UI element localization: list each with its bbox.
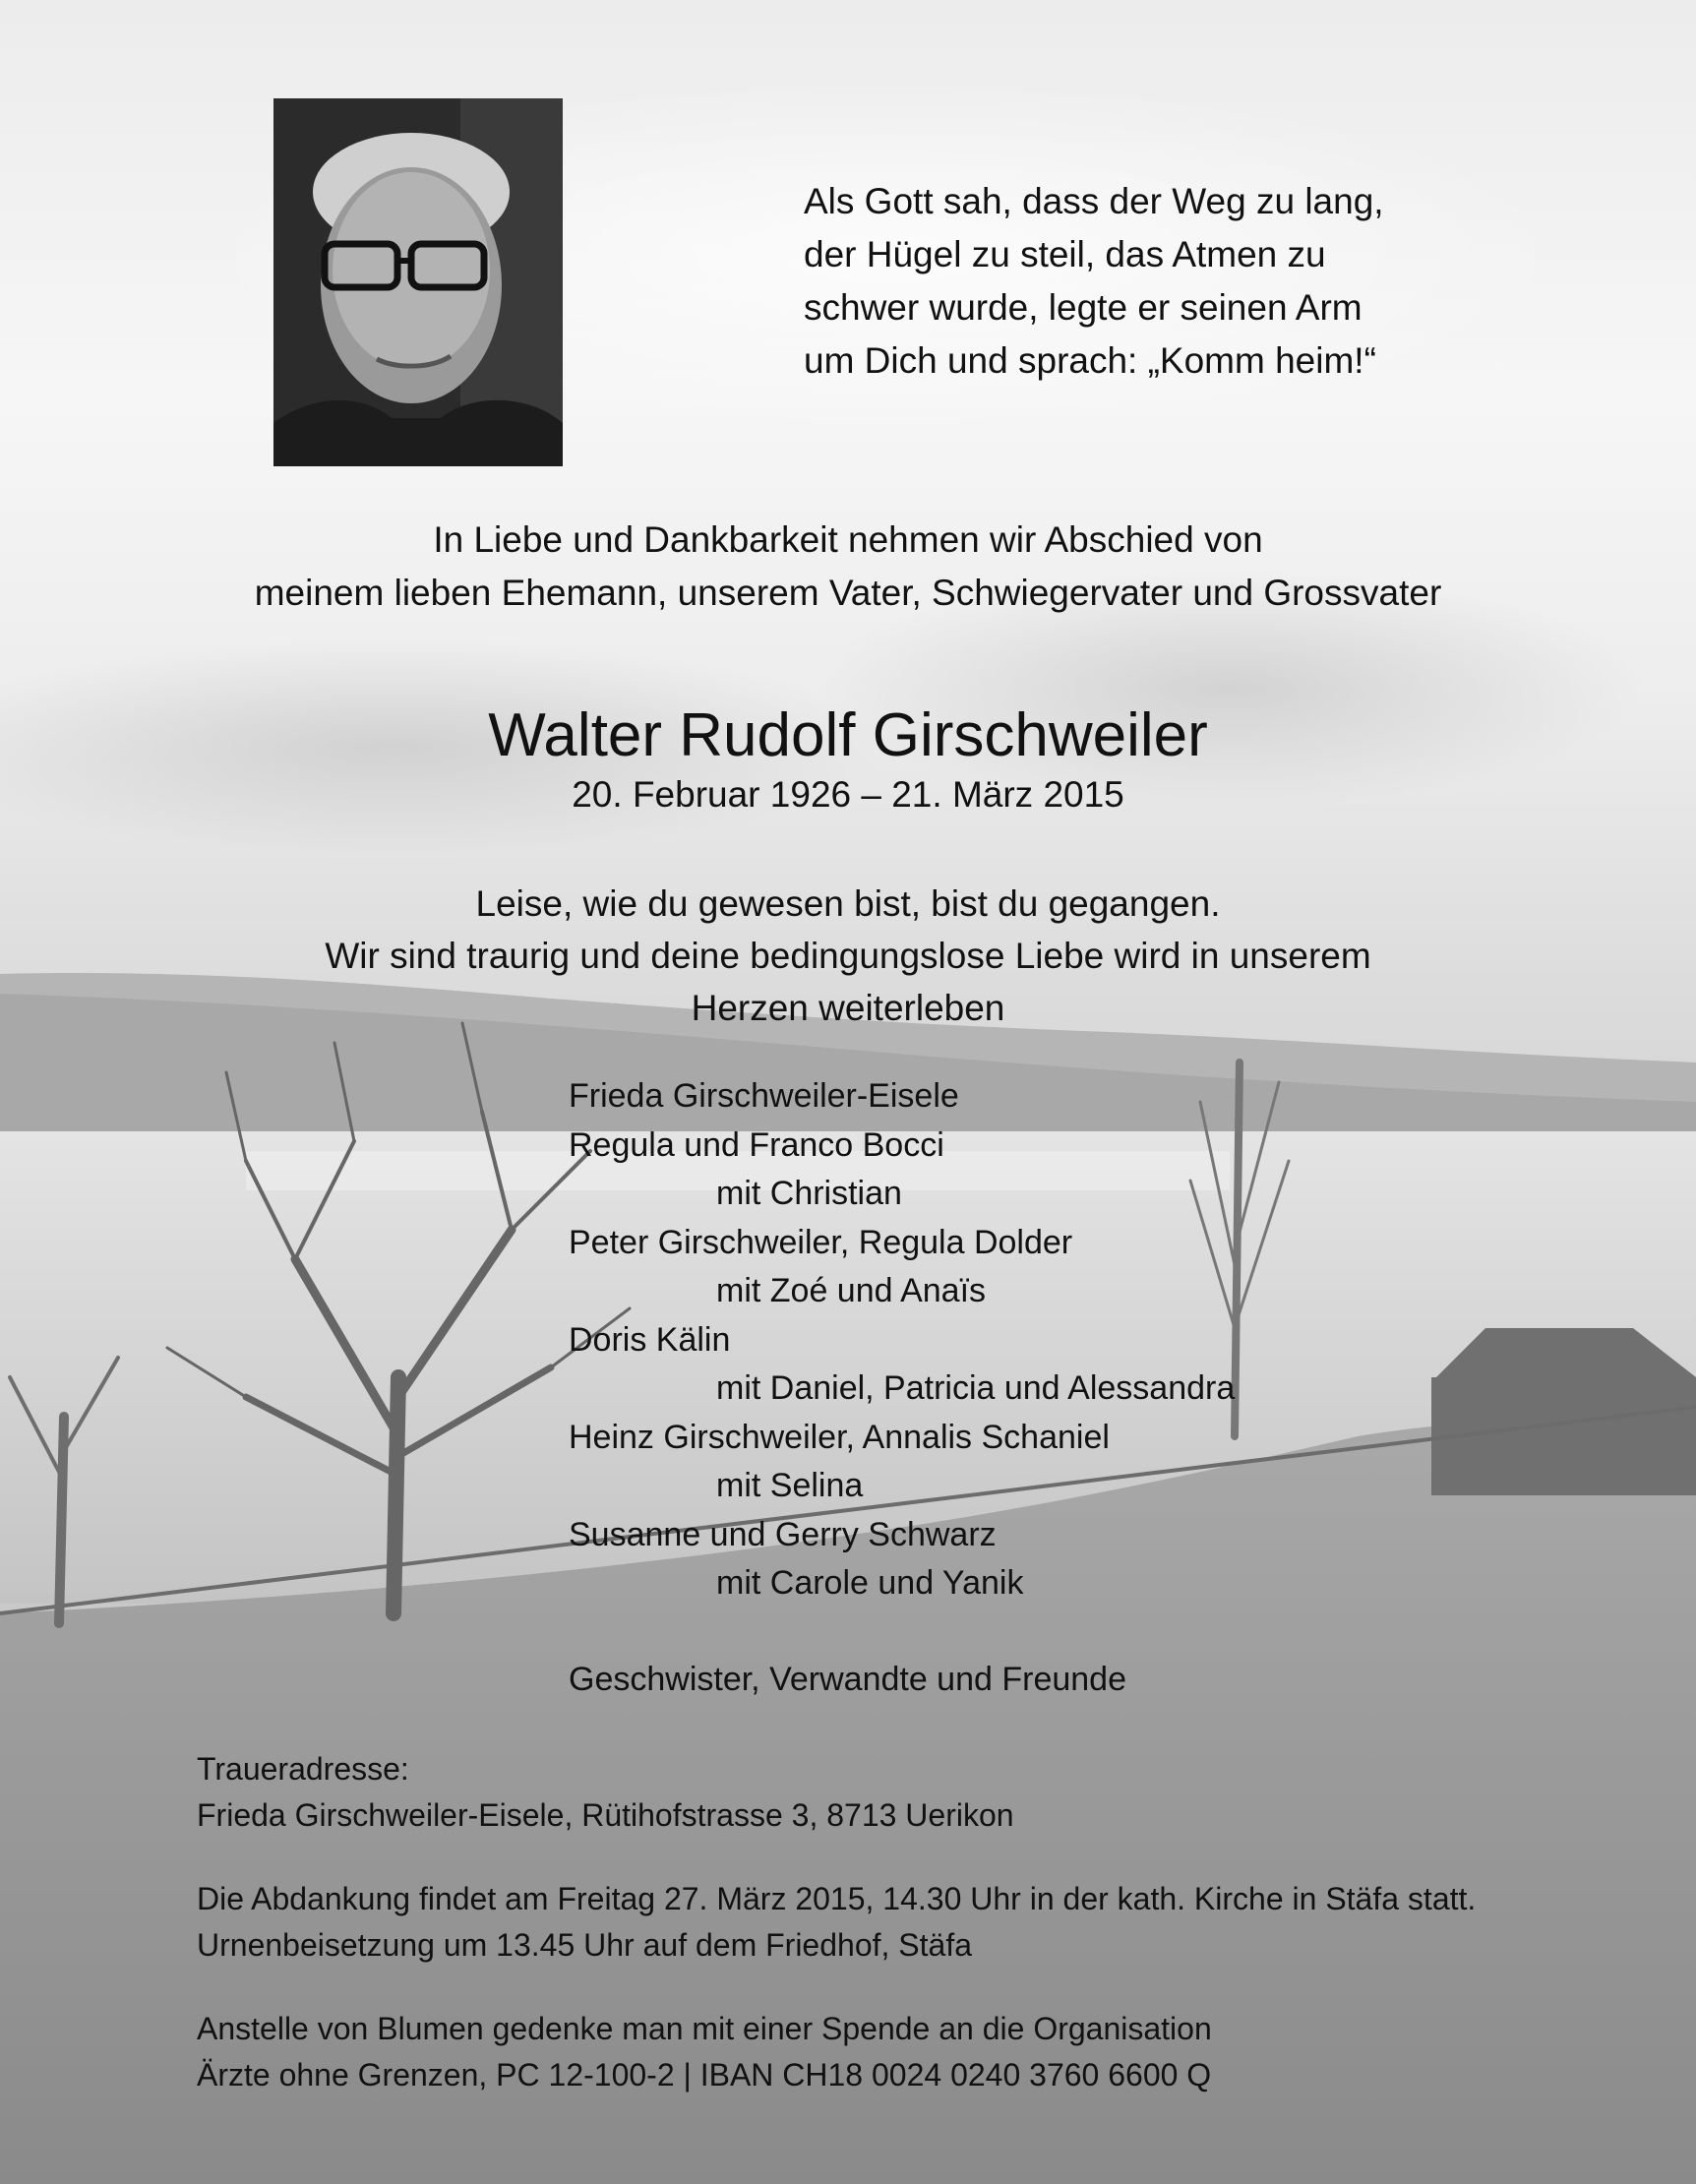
family-children: mit Carole und Yanik <box>716 1564 1024 1602</box>
deceased-name: Walter Rudolf Girschweiler <box>488 701 1208 769</box>
mourning-address <box>197 1746 1014 1839</box>
family-member: Regula und Franco Bocci <box>569 1125 944 1164</box>
family-member: Doris Kälin <box>569 1320 731 1359</box>
poem-line: Als Gott sah, dass der Weg zu lang, <box>804 181 1384 221</box>
farewell-line: Leise, wie du gewesen bist, bist du gegangen. <box>475 883 1221 924</box>
poem <box>804 175 1492 388</box>
life-dates: 20. Februar 1926 – 21. März 2015 <box>572 774 1124 815</box>
family-children: mit Daniel, Patricia und Alessandra <box>716 1369 1236 1407</box>
address-label: Traueradresse: <box>197 1751 409 1787</box>
farewell-text <box>0 878 1696 1034</box>
family-member: Frieda Girschweiler-Eisele <box>569 1077 959 1115</box>
poem-line: schwer wurde, legte er seinen Arm <box>804 287 1363 328</box>
donation-line: Ärzte ohne Grenzen, PC 12-100-2 | IBAN CH18 0024 0240 3760 6600 Q <box>197 2057 1212 2093</box>
portrait-photo <box>273 98 563 466</box>
poem-line: um Dich und sprach: „Komm heim!“ <box>804 340 1376 381</box>
family-member: Peter Girschweiler, Regula Dolder <box>569 1223 1073 1261</box>
service-info <box>197 1876 1476 1969</box>
family-children: mit Zoé und Anaïs <box>716 1272 987 1309</box>
intro-text <box>0 514 1696 620</box>
poem-line: der Hügel zu steil, das Atmen zu <box>804 234 1326 274</box>
service-line: Die Abdankung findet am Freitag 27. März 2015, 14.30 Uhr in der kath. Kirche in Stäfa statt. <box>197 1881 1477 1916</box>
intro-line: meinem lieben Ehemann, unserem Vater, Schwiegervater und Grossvater <box>254 573 1442 613</box>
family-children: mit Selina <box>716 1467 864 1504</box>
family-member: Susanne und Gerry Schwarz <box>569 1515 997 1553</box>
donation-info <box>197 2006 1212 2098</box>
farewell-line: Wir sind traurig und deine bedingungslose Liebe wird in unserem <box>325 936 1371 976</box>
donation-line: Anstelle von Blumen gedenke man mit einer Spende an die Organisation <box>197 2011 1212 2046</box>
closing-relatives: Geschwister, Verwandte und Freunde <box>569 1661 1126 1698</box>
family-member: Heinz Girschweiler, Annalis Schaniel <box>569 1418 1110 1456</box>
family-children: mit Christian <box>716 1175 902 1212</box>
family-list <box>569 1072 1235 1608</box>
service-line: Urnenbeisetzung um 13.45 Uhr auf dem Friedhof, Stäfa <box>197 1927 972 1963</box>
address-value: Frieda Girschweiler-Eisele, Rütihofstrasse 3, 8713 Uerikon <box>197 1797 1014 1833</box>
intro-line: In Liebe und Dankbarkeit nehmen wir Abschied von <box>433 519 1263 560</box>
farewell-line: Herzen weiterleben <box>691 988 1005 1028</box>
